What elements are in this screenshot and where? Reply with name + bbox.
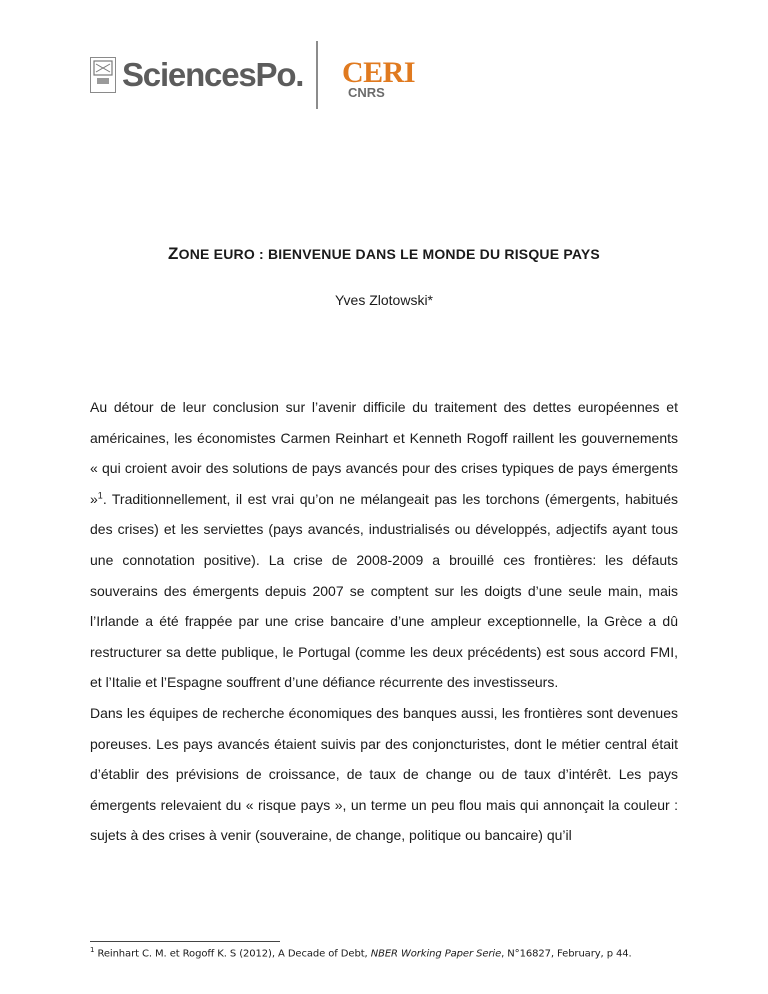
document-title <box>0 244 768 264</box>
footnote-number: 1 <box>90 946 95 954</box>
footnote <box>90 946 690 959</box>
logo-divider <box>316 41 318 109</box>
paragraph <box>90 392 678 698</box>
paragraph-text: Au détour de leur conclusion sur l’avenir difficile du traitement des dettes européennes et américaines, les économistes Carmen Reinhart et Kenneth Rogoff raillent les gouvernements « qui croient avoir des solutions de pays avancés pour des crises typiques de pays émergents » <box>90 399 678 507</box>
author-name: Yves Zlotowski* <box>334 292 434 308</box>
footnote-text: Reinhart C. M. et Rogoff K. S (2012), A Decade of Debt, <box>94 948 371 960</box>
paragraph: Dans les équipes de recherche économiques des banques aussi, les frontières sont devenues poreuses. Les pays avancés étaient suivis par des conjoncturistes, dont le métier central était d’établir des prévisions de croissance, de taux de change ou de taux d’intérêt. Les pays émergents relevaient du « risque pays », un terme un peu flou mais qui annonçait la couleur : sujets à des crises à venir (souveraine, de change, politique ou bancaire) qu’il <box>90 704 678 844</box>
title-initial: Z <box>168 244 179 263</box>
sciencespo-logo <box>90 55 303 95</box>
footnote-separator <box>90 941 280 942</box>
footnote-text: , N°16827, February, p 44. <box>501 948 632 960</box>
sciencespo-emblem-icon <box>90 57 116 93</box>
cnrs-wordmark: CNRS <box>348 85 385 100</box>
article-body <box>90 392 678 851</box>
page-header <box>0 0 768 120</box>
title-rest: ONE EURO : BIENVENUE DANS LE MONDE DU RISQUE PAYS <box>178 246 600 262</box>
footnote-series-title: NBER Working Paper Serie <box>370 948 502 960</box>
footnote-reference: 1 <box>97 490 103 501</box>
ceri-wordmark: CERI <box>342 56 416 89</box>
paragraph-text: . Traditionnellement, il est vrai qu’on ne mélangeait pas les torchons (émergents, habitués des crises) et les serviettes (pays avancés, industrialisés ou développés, adjectifs ayant tous une connotation positive). La crise de 2008-2009 a brouillé ces frontières: les défauts souverains des émergents depuis 2007 se comptent sur les doigts d’une seule main, mais l’Irlande a été frappée par une crise bancaire d’une ampleur exceptionnelle, la Grèce a dû restructurer sa dette publique, le Portugal (comme les deux précédents) est sous accord FMI, et l’Italie et l’Espagne souffrent d’une défiance récurrente des investisseurs. <box>90 490 678 691</box>
sciencespo-wordmark: SciencesPo. <box>122 56 304 93</box>
ceri-logo <box>342 58 415 99</box>
